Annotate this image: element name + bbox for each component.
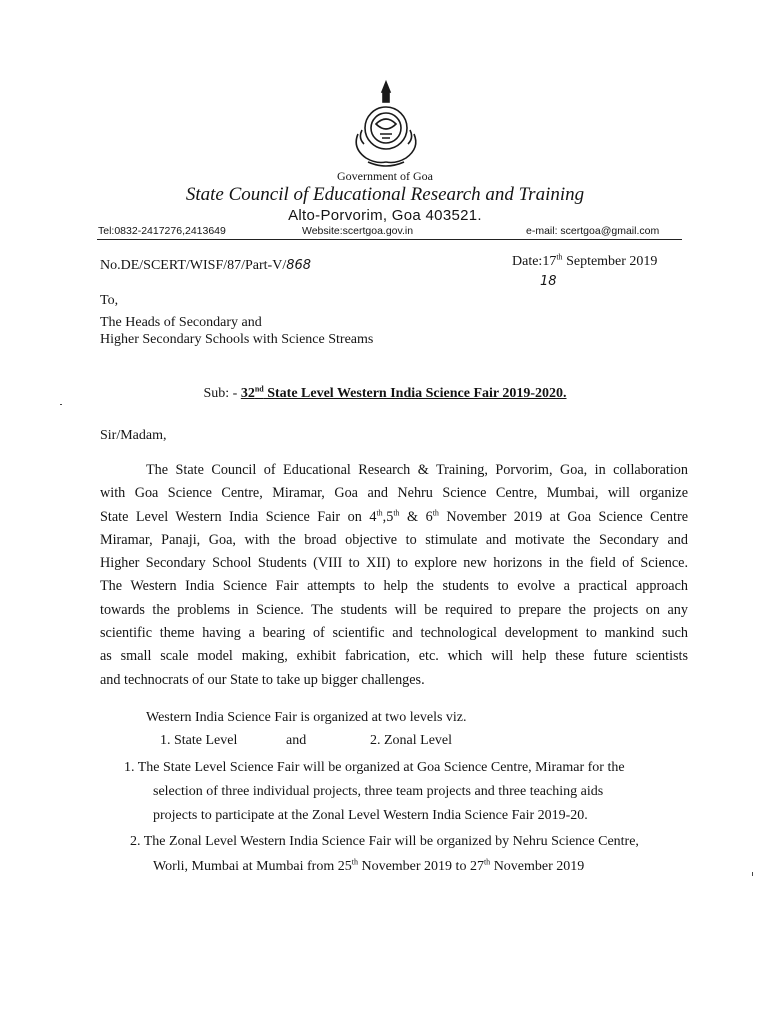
addressee-line-1: The Heads of Secondary and	[100, 315, 262, 330]
telephone-numbers: Tel:0832-2417276,2413649	[98, 225, 226, 237]
level-zonal: 2. Zonal Level	[370, 733, 453, 748]
levels-intro: Western India Science Fair is organized at two levels viz.	[146, 710, 467, 725]
body-paragraph: The State Council of Educational Research & Training, Porvorim, Goa, in collaboration with Goa Science Centre, Miramar, Goa and Nehru Science Centre, Mumbai, will organize State Level Western India Science Fair on 4th,5th & 6th November 2019 at Goa Science Centre Miramar, Panaji, Goa, with the broad objective to stimulate and motivate the Secondary and Higher Secondary School Students (VIII to XII) to explore new horizons in the field of Science. The Western India Science Fair attempts to help the students to evolve a practical approach towards the problems in Science. The students will be required to prepare the projects on any scientific theme having a bearing of scientific and technological development to mankind such as small scale model making, exhibit fabrication, etc. which will help these future scientists and technocrats of our State to take up bigger challenges.	[100, 462, 688, 688]
level-state: 1. State Level	[160, 733, 238, 748]
point-1-line-3: projects to participate at the Zonal Level Western India Science Fair 2019-20.	[153, 808, 588, 823]
letter-date: Date:17th September 2019	[512, 252, 658, 269]
handwritten-ref: 868	[286, 258, 312, 273]
point-1-line-2: selection of three individual projects, three team projects and three teaching aids	[153, 784, 604, 799]
handwritten-date: 18	[540, 274, 557, 289]
level-and: and	[286, 733, 307, 748]
letterhead-divider	[97, 239, 682, 240]
council-name: State Council of Educational Research and Training	[185, 184, 585, 205]
salutation: Sir/Madam,	[100, 428, 167, 443]
reference-number: No.DE/SCERT/WISF/87/Part-V/868	[100, 258, 312, 273]
website: Website:scertgoa.gov.in	[302, 225, 414, 237]
subject-line: Sub: - 32nd State Level Western India Science Fair 2019-2020.	[203, 384, 567, 401]
scan-mark	[752, 872, 753, 876]
government-label: Government of Goa	[337, 169, 433, 183]
goa-emblem-icon	[338, 78, 434, 170]
addressee-to: To,	[100, 293, 119, 308]
council-address: Alto-Porvorim, Goa 403521.	[288, 207, 482, 224]
scan-mark	[60, 404, 62, 405]
point-1-line-1: 1. The State Level Science Fair will be organized at Goa Science Centre, Miramar for the	[124, 760, 625, 775]
email-address: e-mail: scertgoa@gmail.com	[526, 225, 660, 237]
point-2-line-2: Worli, Mumbai at Mumbai from 25th November 2019 to 27th November 2019	[153, 857, 585, 874]
addressee-line-2: Higher Secondary Schools with Science Streams	[100, 332, 374, 347]
point-2-line-1: 2. The Zonal Level Western India Science Fair will be organized by Nehru Science Centre,	[130, 834, 639, 849]
